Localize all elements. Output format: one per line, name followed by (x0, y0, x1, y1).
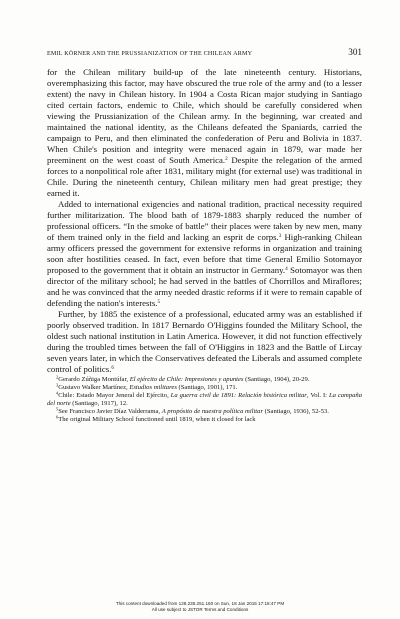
footnote-text: , Vol. I: (306, 392, 329, 400)
terms-prefix: All use subject to (151, 607, 188, 612)
footnote-ref: 5 (157, 298, 161, 305)
footnote-number: 6 (56, 415, 59, 421)
footnote-ref: 3 (278, 232, 282, 239)
footnote-title: Estudios militares (129, 384, 177, 392)
paragraph (47, 199, 362, 309)
footnote-title: La guerra civil de 1891: Relación histórica militar (170, 392, 307, 400)
footnotes (47, 376, 362, 425)
page-content (47, 47, 362, 425)
footnote-text: (Santiago, 1936), 52-53. (263, 408, 329, 416)
footnote-number: 5 (56, 406, 59, 412)
paragraph (47, 67, 362, 199)
paragraph-text: Added to international exigencies and national tradition, practical necessity required further militarization. The blood bath of 1879-1883 sharply reduced the number of professional officers. “In the smoke of battle” their places were taken by new men, many of them trained only in the field and lacking an esprit de corps. (47, 199, 362, 242)
footnote-title: A propósito de nuestra política militar (161, 408, 264, 416)
footnote-text: Gerardo Zúñiga Montúfar, (58, 376, 130, 383)
footnote-text: (Santiago, 1904), 20-29. (243, 376, 310, 383)
footnote (47, 384, 362, 392)
footnote-text: Chile: Estado Mayor Jeneral del Ejército, (58, 392, 171, 400)
footnote-text: The original Military School functioned until 1819, when it closed for lack (58, 416, 256, 424)
footnote-number: 2 (56, 374, 59, 380)
footnote (47, 416, 362, 424)
footnote-number: 4 (56, 390, 59, 396)
footnote (47, 392, 362, 408)
footnote-text: See Francisco Javier Díaz Valderrama, (58, 408, 162, 416)
footnote-text: (Santiago, 1901), 171. (176, 384, 238, 392)
terms-line (0, 607, 400, 613)
footnote-ref: 6 (111, 364, 114, 371)
download-notice: This content downloaded from 128.235.251.160 on Sun, 18 Jan 2015 17:18:47 PM (115, 601, 285, 606)
footnote-ref: 4 (285, 265, 288, 272)
paragraph (47, 309, 362, 375)
page-number: 301 (348, 47, 362, 57)
article-body (47, 67, 362, 375)
paragraph-text: High-ranking Chilean army officers pressed the government for extensive reforms in organization and training soon after hostilities ceased. In fact, even before that time General Emilio Sotomayor proposed to the government that it obtain an instructor in Germany. (47, 232, 362, 275)
jstor-terms-link[interactable]: JSTOR Terms and Conditions (187, 607, 249, 612)
paragraph-text: for the Chilean military build-up of the late nineteenth century. Historians, overemphasizing this factor, may have obscured the true role of the army and (to a lesser extent) the navy in Chilean history. In 1904 a Costa Rican major studying in Santiago cited certain factors, endemic to Chile, which should be carefully considered when viewing the Prussianization of the Chilean army. In the beginning, war created and maintained the national identity, as the Chileans defeated the Spaniards, carried the campaign to Peru, and then eliminated the confederation of Peru and Bolivia in 1837. When Chile's position and integrity were menaced again in 1879, war made her preeminent on the west coast of South America. (47, 67, 362, 165)
footnote-text: (Santiago, 1917), 12. (70, 400, 128, 408)
paragraph-text: Despite the relegation of the armed forces to a nonpolitical role after 1831, military might (for external use) was traditional in Chile. During the nineteenth century, Chilean military men had great prestige; they earned it. (47, 155, 362, 198)
footnote-text: Gustavo Walker Martínez, (58, 384, 130, 392)
running-header (47, 47, 362, 61)
footnote-ref: 2 (225, 155, 228, 162)
footnote-number: 3 (56, 382, 59, 388)
footnote-title: La campaña del norte (47, 392, 363, 408)
paragraph-text: Sotomayor was then director of the military school; he had served in the battles of Chorrillos and Miraflores; and he was convinced that the army needed drastic reforms if it were to remain capable of defending the nation's interests. (47, 265, 362, 308)
footnote (47, 376, 362, 384)
running-title: EMIL KÖRNER AND THE PRUSSIANIZATION OF THE CHILEAN ARMY (47, 51, 253, 57)
footnote-title: El ejército de Chile: Impresiones y apuntes (129, 376, 244, 383)
paragraph-text: Further, by 1885 the existence of a professional, educated army was an established if poorly observed tradition. In 1817 Bernardo O'Higgins founded the Military School, the oldest such national institution in Latin America. However, it did not function effectively during the troubled times between the fall of O'Higgins in 1823 and the Battle of Lircay seven years later, in which the Conservatives defeated the Liberals and assumed complete control of politics. (47, 309, 362, 374)
download-footer (0, 601, 400, 613)
